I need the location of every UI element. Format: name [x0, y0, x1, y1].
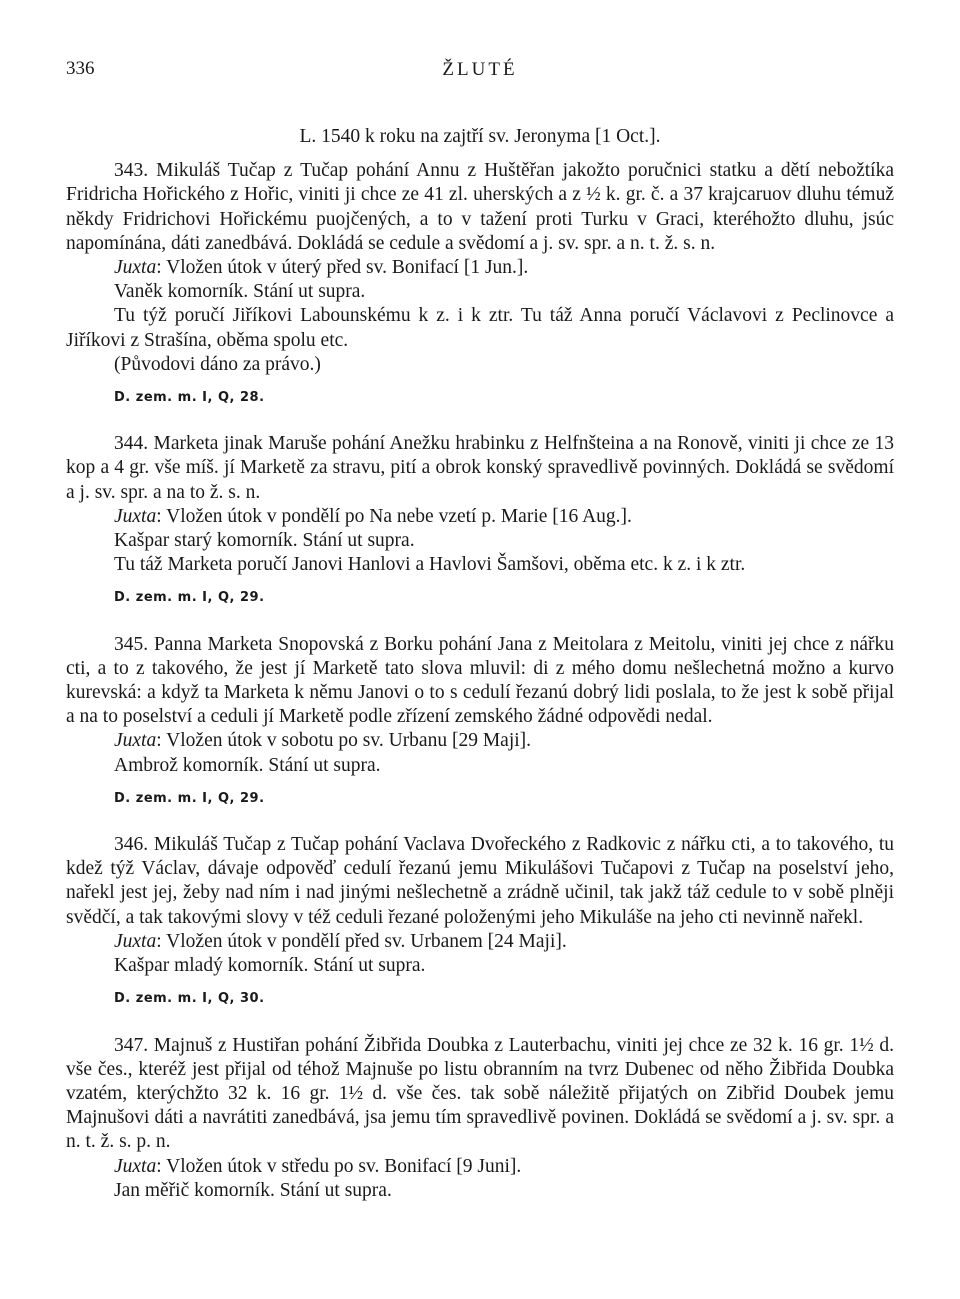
entry-347 [66, 1034, 894, 1203]
source-reference: D. zem. m. I, Q, 29. [114, 590, 265, 606]
juxta-line [66, 1155, 894, 1179]
entry-344 [66, 432, 894, 610]
juxta-line [66, 930, 894, 954]
juxta-label: Juxta [114, 1155, 157, 1177]
source-reference: D. zem. m. I, Q, 29. [114, 790, 265, 806]
date-heading: L. 1540 k roku na zajtří sv. Jeronyma [1 Oct.]. [299, 126, 661, 147]
juxta-label: Juxta [114, 257, 157, 279]
entry-body: 346. Mikuláš Tučap z Tučap pohání Vaclava Dvořeckého z Radkovic z nářku cti, a to takového, tu kdež týž Václav, dávaje odpověď cedulí řezanú jemu Mikulášovi Tučapovi z Tučap na poselství jeho, nařekl jest jej, žeby nad ním i nad jinými nešlechetně a zrádně učinil, tak jakž táž cedule to v sobě plněji svědčí, a tak takovými slovy v též ceduli řezané položenými jeho Mikuláše na jeho cti nevinně nařekl. [66, 834, 894, 928]
page-number: 336 [66, 58, 95, 79]
juxta-label: Juxta [114, 730, 157, 752]
entry-body: 347. Majnuš z Hustiřan pohání Žibřida Doubka z Lauterbachu, viniti jej chce ze 32 k. 16 gr. 1½ d. vše čes., kteréž jest přijal od téhož Majnuše po listu obranním na tvrz Dubenec od něho Žibřida Doubka vzatém, kterýchžto 32 k. 16 gr. 1½ d. vše čes. tak sobě náležitě přijatých on Zibřid Doubek jemu Majnušovi dáti a navrátiti zanedbává, jsa jemu tím spravedlivě povinen. Dokládá se svědomí a j. sv. spr. a n. t. ž. s. p. n. [66, 1034, 894, 1153]
juxta-line [66, 729, 894, 753]
record-line: Tu týž poručí Jiříkovi Labounskému k z. i k ztr. Tu táž Anna poručí Václavovi z Peclinovce a Jiříkovi z Strašína, oběma spolu etc. [66, 305, 894, 351]
entry-345 [66, 633, 894, 811]
source-reference: D. zem. m. I, Q, 30. [114, 991, 265, 1007]
record-line: Tu táž Marketa poručí Janovi Hanlovi a Havlovi Šamšovi, oběma etc. k z. i k ztr. [114, 554, 746, 576]
juxta-line [66, 256, 894, 280]
record-line: (Původovi dáno za právo.) [114, 353, 321, 375]
juxta-label: Juxta [114, 505, 157, 527]
source-reference: D. zem. m. I, Q, 28. [114, 390, 265, 406]
juxta-text: : Vložen útok v středu po sv. Bonifací [9 Juni]. [156, 1155, 522, 1177]
record-line: Vaněk komorník. Stání ut supra. [114, 281, 366, 303]
record-line: Jan měřič komorník. Stání ut supra. [114, 1179, 392, 1201]
entry-346 [66, 833, 894, 1011]
entry-body: 343. Mikuláš Tučap z Tučap pohání Annu z Huštěřan jakožto poručnici statku a dětí nebožtíka Fridricha Hořického z Hořic, viniti ji chce ze 41 zl. uherských a z ½ k. gr. č. a 37 krajcaruov dluhu témuž někdy Fridrichovi Hořickému puojčených, a to v tažení proti Turku v Graci, kteréhožto dluhu, jsúc napomínána, dáti zanedbává. Dokládá se cedule a svědomí a j. sv. spr. a n. t. ž. s. n. [66, 160, 894, 254]
record-line: Ambrož komorník. Stání ut supra. [114, 754, 381, 776]
juxta-label: Juxta [114, 930, 157, 952]
juxta-text: : Vložen útok v pondělí po Na nebe vzetí p. Marie [16 Aug.]. [156, 505, 632, 527]
entry-body: 345. Panna Marketa Snopovská z Borku pohání Jana z Meitolara z Meitolu, viniti jej chce z nářku cti, a to z takového, že jest jí Marketě tato slova mluvil: di z mého domu nešlechetná možno a kurvo kurevská: a když ta Marketa k němu Janovi o to s cedulí řezanú dobrý lidi poslala, to že jest k sobě přijal a na to poselství a ceduli jí Marketě podle zřízení zemského žádné odpovědi nedal. [66, 633, 894, 728]
juxta-text: : Vložen útok v pondělí před sv. Urbanem [24 Maji]. [156, 930, 567, 952]
record-line: Kašpar starý komorník. Stání ut supra. [114, 530, 415, 552]
running-title: ŽLUTÉ [442, 59, 518, 80]
juxta-text: : Vložen útok v sobotu po sv. Urbanu [29 Maji]. [156, 730, 532, 752]
entry-343 [66, 159, 894, 410]
page-header [66, 58, 894, 88]
document-page [66, 58, 894, 1203]
juxta-line [66, 505, 894, 529]
record-line: Kašpar mladý komorník. Stání ut supra. [114, 955, 426, 977]
entry-body: 344. Marketa jinak Maruše pohání Anežku hrabinku z Helfnšteina a na Ronově, viniti ji chce ze 13 kop a 4 gr. vše míš. jí Marketě za stravu, pití a obrok konský spravedlivě povinných. Dokládá se svědomí a j. sv. spr. a na to ž. s. n. [66, 433, 894, 503]
juxta-text: : Vložen útok v úterý před sv. Bonifací [1 Jun.]. [156, 257, 529, 279]
